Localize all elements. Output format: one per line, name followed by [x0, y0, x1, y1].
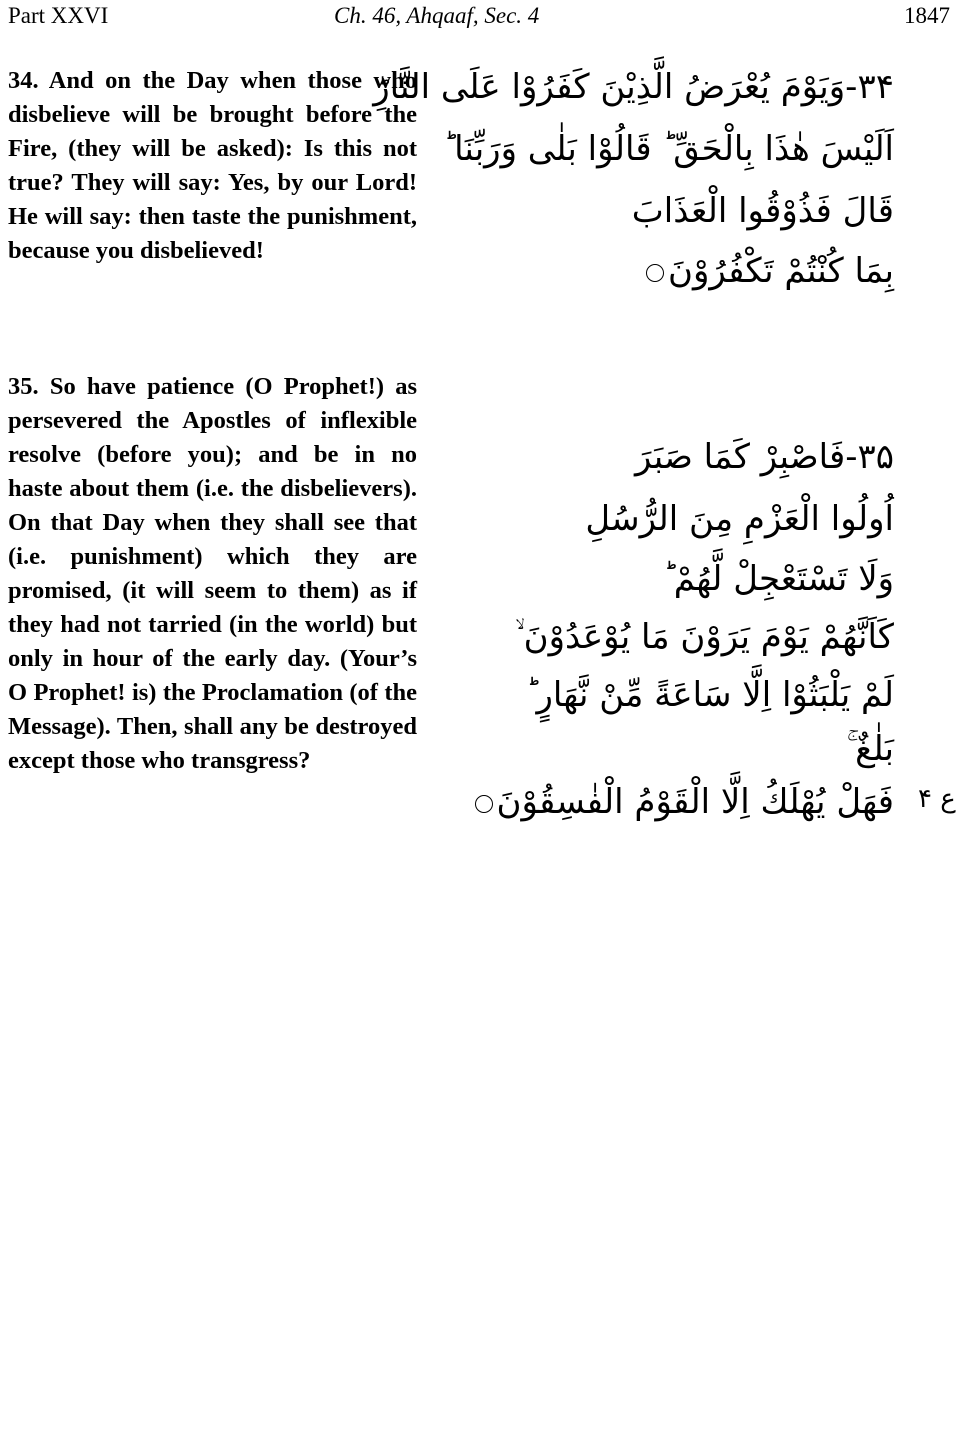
verse-35-english: 35. So have patience (O Prophet!) as persevered the Apostles of inflexible resolve (before you); and be in no haste about them (i.e. the disbelievers). On that Day when they shall see that (i.e. punishment) which they are promised, (it will seem to them) as if they had not tarried (in the world) but only in hour of the early day. (Your’s O Prophet! is) the Proclamation (of the Message). Then, shall any be destroyed except those who transgress? — [8, 373, 417, 774]
arabic-line: كَاَنَّهُمْ يَوْمَ يَرَوْنَ مَا يُوْعَدُوْنَ ۙ — [515, 617, 894, 657]
part-label: Part XXVI — [8, 3, 109, 28]
arabic-line: ۳۴-وَيَوْمَ يُعْرَضُ الَّذِيْنَ كَفَرُوْا عَلَى النَّارِؕ — [373, 67, 894, 107]
arabic-line: وَلَا تَسْتَعْجِلْ لَّهُمْ ؕ — [662, 559, 894, 599]
arabic-line: ۳۵-فَاصْبِرْ كَمَا صَبَرَ — [634, 437, 894, 477]
verse-34-english: 34. And on the Day when those who disbelieve will be brought before the Fire, (they will be asked): Is this not true? They will say: Yes, by our Lord! He will say: then taste the punishment, because you disbelieved! — [8, 67, 417, 264]
ayah-end-icon — [646, 264, 664, 282]
section-marker: ع ۴ — [918, 784, 956, 814]
verse-34-arabic — [373, 67, 894, 300]
page-header — [0, 0, 960, 40]
arabic-line: اُولُوا الْعَزْمِ مِنَ الرُّسُلِ — [585, 499, 894, 539]
arabic-line: فَهَلْ يُهْلَكُ اِلَّا الْقَوْمُ الْفٰسِقُوْنَ — [496, 782, 894, 822]
arabic-line: اَلَيْسَ هٰذَا بِالْحَقِّ ؕ قَالُوْا بَلٰى وَرَبِّنَا ؕ — [443, 129, 894, 169]
ayah-end-icon — [475, 795, 493, 813]
arabic-line: لَمْ يَلْبَثُوْا اِلَّا سَاعَةً مِّنْ نَّهَارٍ ؕ — [525, 675, 894, 715]
arabic-line: قَالَ فَذُوْقُوا الْعَذَابَ — [631, 191, 894, 231]
chapter-title: Ch. 46, Ahqaaf, Sec. 4 — [334, 3, 540, 28]
page-number: 1847 — [904, 3, 950, 28]
verse-35-arabic — [496, 437, 894, 840]
arabic-line: بِمَا كُنْتُمْ تَكْفُرُوْنَ — [667, 251, 894, 291]
arabic-line: بَلٰغٌ ۚ — [846, 729, 894, 769]
